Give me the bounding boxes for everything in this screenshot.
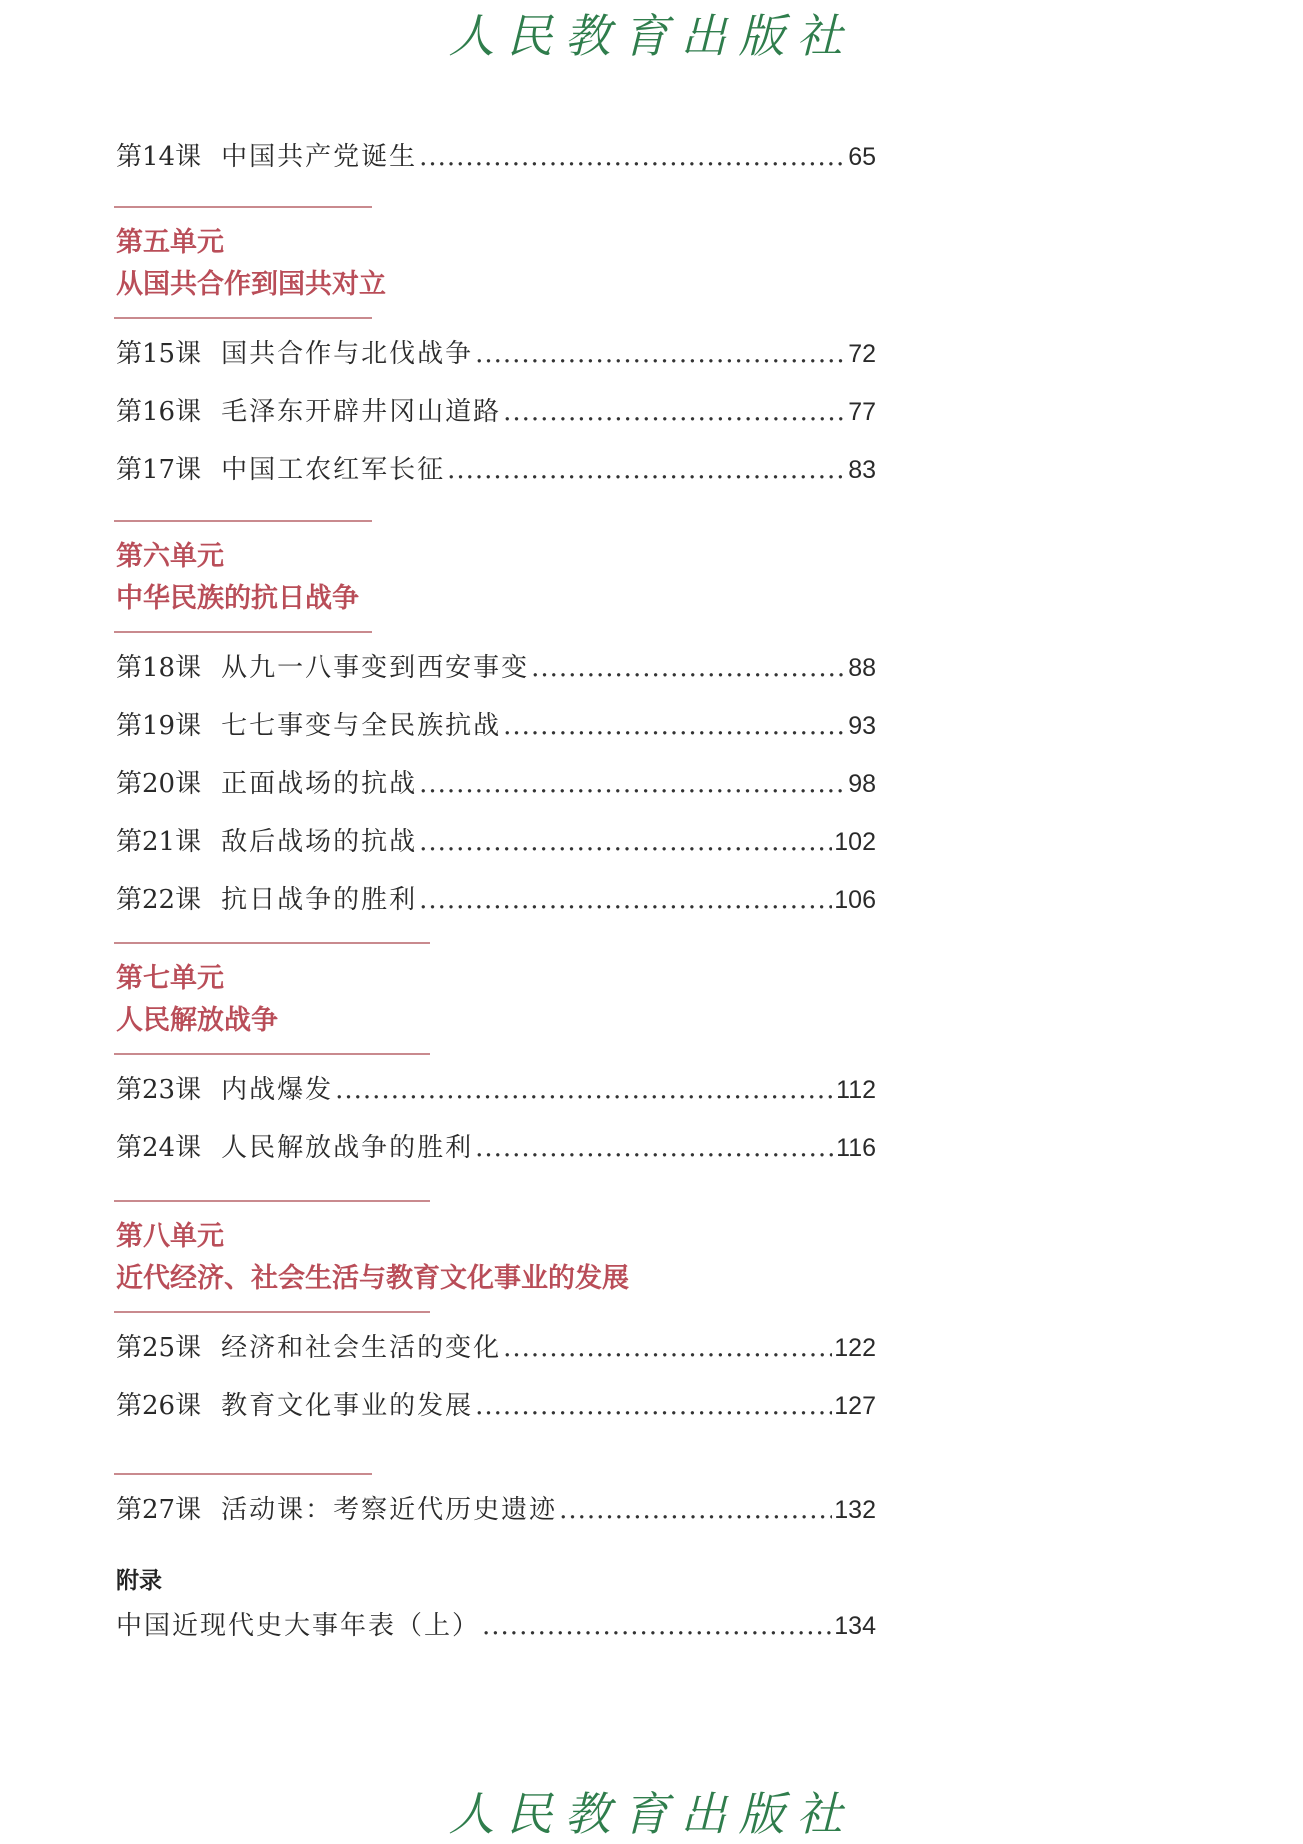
page-number: 98: [848, 770, 876, 798]
toc-entry[interactable]: [116, 820, 876, 864]
unit-title: 中华民族的抗日战争: [116, 583, 359, 614]
leader-dots: [482, 1604, 832, 1648]
unit-title: 人民解放战争: [116, 1005, 278, 1036]
leader-dots: [447, 448, 846, 492]
lesson-number: 第22课: [116, 885, 202, 915]
leader-dots: [419, 135, 846, 179]
page-number: 122: [834, 1334, 876, 1362]
page-number: 102: [834, 828, 876, 856]
toc-entry[interactable]: [116, 1384, 876, 1428]
lesson-title: 毛泽东开辟井冈山道路: [221, 397, 502, 427]
lesson-number: 第14课: [116, 142, 202, 172]
leader-dots: [335, 1068, 834, 1112]
publisher-logo: 人民教育出版社: [448, 9, 855, 63]
divider: [114, 1053, 430, 1055]
page-number: 93: [848, 712, 876, 740]
lesson-number: 第16课: [116, 397, 202, 427]
lesson-title: 内战爆发: [221, 1075, 334, 1105]
leader-dots: [419, 820, 832, 864]
lesson-title: 人民解放战争的胜利: [221, 1133, 474, 1163]
unit-label: 第七单元: [116, 963, 224, 994]
lesson-number: 第21课: [116, 827, 202, 857]
page-number: 83: [848, 456, 876, 484]
appendix-title: 中国近现代史大事年表（上）: [116, 1611, 481, 1641]
divider: [114, 942, 430, 944]
lesson-number: 第15课: [116, 339, 202, 369]
lesson-title: 正面战场的抗战: [221, 769, 418, 799]
toc-entry[interactable]: [116, 1488, 876, 1532]
lesson-title: 敌后战场的抗战: [221, 827, 418, 857]
lesson-number: 第25课: [116, 1333, 202, 1363]
leader-dots: [419, 762, 846, 806]
toc-entry-appendix[interactable]: [116, 1604, 876, 1648]
page-number: 132: [834, 1496, 876, 1524]
divider: [114, 317, 372, 319]
leader-dots: [503, 704, 846, 748]
lesson-title: 国共合作与北伐战争: [221, 339, 474, 369]
leader-dots: [531, 646, 846, 690]
toc-entry[interactable]: [116, 878, 876, 922]
toc-entry[interactable]: [116, 762, 876, 806]
toc-entry[interactable]: [116, 704, 876, 748]
page-number: 72: [848, 340, 876, 368]
lesson-title: 中国工农红军长征: [221, 455, 446, 485]
toc-entry[interactable]: [116, 135, 876, 179]
page-number: 88: [848, 654, 876, 682]
divider: [114, 631, 372, 633]
leader-dots: [503, 390, 846, 434]
page-number: 116: [836, 1134, 876, 1162]
publisher-logo: 人民教育出版社: [448, 1787, 855, 1841]
page-number: 134: [834, 1612, 876, 1640]
unit-label: 第六单元: [116, 541, 224, 572]
lesson-number: 第17课: [116, 455, 202, 485]
appendix-label: 附录: [116, 1568, 162, 1594]
unit-title: 近代经济、社会生活与教育文化事业的发展: [116, 1263, 629, 1294]
leader-dots: [559, 1488, 832, 1532]
page-number: 77: [848, 398, 876, 426]
lesson-number: 第24课: [116, 1133, 202, 1163]
divider: [114, 1311, 430, 1313]
page-number: 112: [836, 1076, 876, 1104]
divider: [114, 1200, 430, 1202]
toc-entry[interactable]: [116, 646, 876, 690]
leader-dots: [475, 332, 846, 376]
lesson-title: 活动课：考察近代历史遗迹: [221, 1495, 558, 1525]
lesson-number: 第23课: [116, 1075, 202, 1105]
leader-dots: [503, 1326, 832, 1370]
lesson-title: 抗日战争的胜利: [221, 885, 418, 915]
toc-entry[interactable]: [116, 332, 876, 376]
divider: [114, 206, 372, 208]
unit-label: 第五单元: [116, 227, 224, 258]
toc-entry[interactable]: [116, 1126, 876, 1170]
lesson-title: 教育文化事业的发展: [221, 1391, 474, 1421]
unit-title: 从国共合作到国共对立: [116, 269, 386, 300]
toc-entry[interactable]: [116, 390, 876, 434]
lesson-number: 第19课: [116, 711, 202, 741]
divider: [114, 1473, 372, 1475]
leader-dots: [475, 1384, 832, 1428]
toc-entry[interactable]: [116, 1326, 876, 1370]
divider: [114, 520, 372, 522]
toc-entry[interactable]: [116, 448, 876, 492]
leader-dots: [419, 878, 832, 922]
lesson-number: 第20课: [116, 769, 202, 799]
lesson-title: 经济和社会生活的变化: [221, 1333, 502, 1363]
page-number: 106: [834, 886, 876, 914]
lesson-title: 中国共产党诞生: [221, 142, 418, 172]
page-number: 65: [848, 143, 876, 171]
lesson-number: 第26课: [116, 1391, 202, 1421]
lesson-number: 第18课: [116, 653, 202, 683]
lesson-number: 第27课: [116, 1495, 202, 1525]
page-number: 127: [834, 1392, 876, 1420]
toc-entry[interactable]: [116, 1068, 876, 1112]
leader-dots: [475, 1126, 834, 1170]
lesson-title: 七七事变与全民族抗战: [221, 711, 502, 741]
unit-label: 第八单元: [116, 1221, 224, 1252]
lesson-title: 从九一八事变到西安事变: [221, 653, 530, 683]
